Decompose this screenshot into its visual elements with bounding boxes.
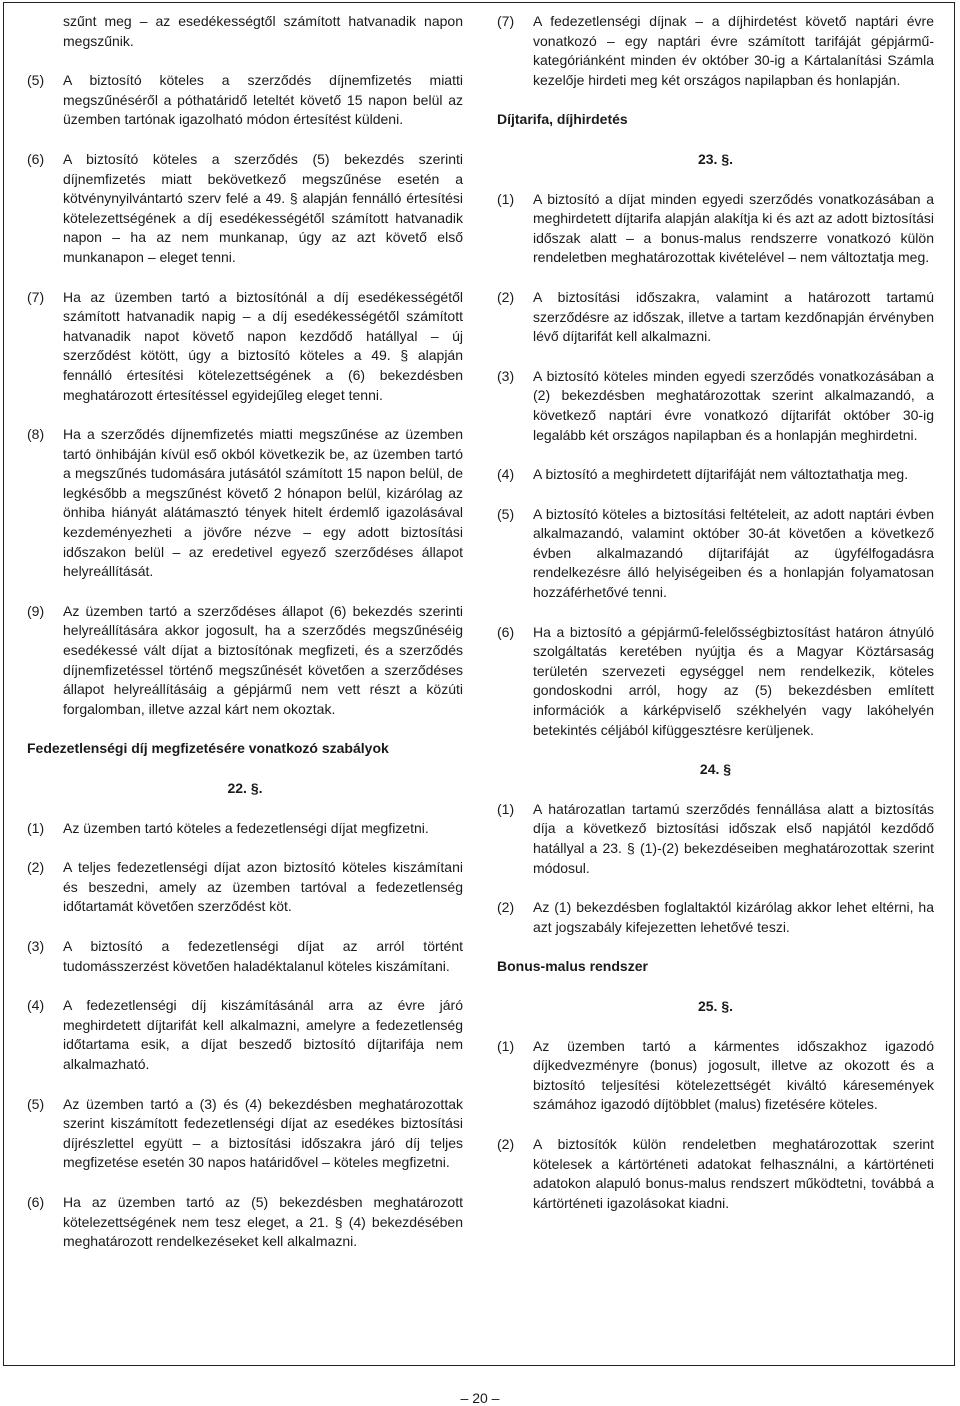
section-heading: Díjtarifa, díjhirdetés: [497, 111, 628, 128]
paragraph: [497, 465, 934, 485]
section-number: 25. §.: [697, 997, 734, 1014]
paragraph-text: Az üzemben tartó a szerződéses állapot (6) bekezdés szerinti helyreállítására akkor jogosult, ha a szerződés megszűnéséig esedékessé vált díjat a biztosítónak megfizeti, és a szerződés díjnemfizetéssel történő megszűnését követően a szerződéses állapot helyreállításáig a gépjármű nem vett részt a közúti forgalomban, illetve azzal kárt nem okoztak.: [63, 602, 463, 717]
paragraph: [497, 1135, 934, 1213]
paragraph-text: A fedezetlenségi díj kiszámításánál arra az évre járó meghirdetett díjtarifát kell alkalmazni, amelyre a fedezetlenség időtartama esik, a díjat beszedő biztosító díjtarifája nem alkalmazható.: [63, 997, 463, 1072]
paragraph-text: A biztosítási időszakra, valamint a határozott tartamú szerződésre az időszak, illetve a tartam kezdőnapján érvényben lévő díjtarifát kell alkalmazni.: [533, 288, 934, 345]
paragraph-text: A biztosító köteles a szerződés díjnemfizetés miatti megszűnéséről a póthatáridő leteltét követő 15 napon belül az üzemben tartónak igazolható módon értesítést küldeni.: [63, 72, 463, 128]
paragraph: [497, 1037, 934, 1115]
paragraph-number: (4): [497, 466, 515, 483]
paragraph-text: Az üzemben tartó a kármentes időszakhoz igazodó díjkedvezményre (bonus) jogosult, illetve az okozott és a biztosító teljesítési kötelezettségét kiváltó káresemények számához igazodó díjtöbblet (malus) fizetésére köteles.: [533, 1037, 934, 1113]
paragraph: [497, 288, 934, 347]
paragraph-text: A biztosító a meghirdetett díjtarifáját nem változtathatja meg.: [533, 466, 909, 483]
paragraph-text: Az (1) bekezdésben foglaltaktól kizárólag akkor lehet eltérni, ha azt jogszabály kifejezetten lehetővé teszi.: [533, 899, 934, 935]
paragraph: [27, 602, 463, 720]
paragraph-text: A határozatlan tartamú szerződés fennállása alatt a biztosítás díja a következő biztosítási időszak első napjától kezdődő hatállyal a 23. § (1)-(2) bekezdéseiben meghatározottak szerint módosul.: [533, 800, 934, 876]
paragraph-number: (5): [27, 72, 45, 89]
paragraph-number: (5): [497, 505, 515, 522]
paragraph-text: A biztosító a fedezetlenségi díjat az arról történt tudomásszerzést követően haladéktalanul köteles kiszámítani.: [63, 937, 463, 974]
paragraph-number: (7): [27, 288, 45, 305]
paragraph-number: (1): [497, 1037, 515, 1054]
paragraph-number: (2): [497, 288, 515, 305]
paragraph: [497, 898, 934, 937]
right-column: [497, 12, 934, 1233]
paragraph: [497, 190, 934, 268]
paragraph-text: Ha az üzemben tartó a biztosítónál a díj esedékességétől számított hatvanadik napig – a díj esedékességétől számított hatvanadik napot követő napon kezdődő hatállyal – új szerződést kötött, úgy a biztosító köteles a 49. § alapján fennálló értesítési kötelezettségének a (6) bekezdésben meghatározott értesítéssel egyidejűleg eleget tenni.: [63, 288, 463, 403]
paragraph-text: A fedezetlenségi díjnak – a díjhirdetést követő naptári évre vonatkozó – egy naptári évre számított tarifáját gépjármű-kategóriánként minden év október 30-ig a Kártalanítási Számla kezelője hirdeti meg két országos napilapban és honlapján.: [533, 13, 934, 88]
paragraph-number: (8): [27, 426, 45, 443]
paragraph-text: Ha az üzemben tartó az (5) bekezdésben meghatározott kötelezettségének nem tesz eleget, a 21. § (4) bekezdésében meghatározott rendelkezéseket kell alkalmazni.: [63, 1193, 463, 1250]
paragraph-text: A biztosítók külön rendeletben meghatározottak szerint kötelesek a kártörténeti adatokat felhasználni, a kártörténeti adatokon alapuló bonus-malus rendszert működtetni, továbbá a kártörténeti igazolásokat kiadni.: [533, 1135, 934, 1211]
paragraph-number: (2): [497, 899, 515, 916]
paragraph-text: A biztosító köteles minden egyedi szerződés vonatkozásában a (2) bekezdésben meghatározottak szerint alkalmazandó, a következő naptári évre vonatkozó díjtarifát október 30-ig legalább két országos napilapban és a honlapján meghirdetni.: [533, 367, 934, 443]
paragraph: [497, 505, 934, 603]
paragraph-text: A teljes fedezetlenségi díjat azon biztosító köteles kiszámítani és beszedni, amely az üzemben tartóval a fedezetlenség időtartamát követően szerződést köt.: [63, 859, 463, 915]
paragraph: [497, 12, 934, 90]
section-number: 23. §.: [697, 150, 734, 167]
paragraph-number: (4): [27, 997, 45, 1014]
paragraph: [27, 425, 463, 582]
paragraph: [497, 800, 934, 878]
section-heading: Fedezetlenségi díj megfizetésére vonatkozó szabályok: [27, 740, 389, 757]
paragraph-number: (1): [27, 819, 45, 836]
continued-paragraph: szűnt meg – az esedékességtől számított hatvanadik napon megszűnik.: [63, 13, 463, 49]
paragraph: [27, 71, 463, 130]
paragraph-number: (7): [497, 13, 515, 29]
page-number: – 20 –: [460, 1390, 500, 1406]
section-number: 24. §: [699, 761, 732, 778]
section-heading: Bonus-malus rendszer: [497, 958, 648, 975]
section-number: 22. §.: [227, 780, 263, 796]
paragraph-text: A biztosító a díjat minden egyedi szerződés vonatkozásában a meghirdetett díjtarifa alapján alakítja ki és azt az adott biztosítási időszak alatt – a bonus-malus rendszerre vonatkozó külön rendeletben meghatározottak kivételével – nem változtatja meg.: [533, 190, 934, 266]
paragraph: [27, 996, 463, 1074]
paragraph: [27, 1193, 463, 1252]
paragraph: [27, 937, 463, 976]
paragraph-number: (6): [27, 1193, 45, 1210]
paragraph-number: (3): [27, 937, 45, 954]
paragraph-number: (5): [27, 1095, 45, 1112]
paragraph-number: (3): [497, 367, 515, 384]
paragraph-number: (6): [497, 623, 515, 640]
paragraph-text: Az üzemben tartó köteles a fedezetlenségi díjat megfizetni.: [63, 819, 429, 836]
paragraph: [27, 819, 463, 839]
paragraph: [27, 1095, 463, 1173]
paragraph: [497, 367, 934, 445]
paragraph: [27, 150, 463, 268]
paragraph-number: (6): [27, 150, 45, 167]
paragraph-number: (2): [497, 1135, 515, 1152]
left-column: [27, 12, 463, 1272]
paragraph: [27, 288, 463, 406]
paragraph-number: (2): [27, 859, 45, 876]
paragraph-number: (1): [497, 190, 515, 207]
paragraph-number: (9): [27, 602, 45, 619]
paragraph-text: Az üzemben tartó a (3) és (4) bekezdésben meghatározottak szerint kiszámított fedezetlenségi díjat az esedékes biztosítási díjrészlettel együtt – a biztosítási időszakra járó díj teljes megfizetése esetén 30 napos határidővel – köteles megfizetni.: [63, 1095, 463, 1171]
paragraph-text: Ha a szerződés díjnemfizetés miatti megszűnése az üzemben tartó önhibáján kívül eső okból következik be, az üzemben tartó a megszűnés tudomására jutásától számított 15 napon belül, de legkésőbb a megszűnést követő 2 hónapon belül, kizárólag az önhiba hiányát alátámasztó tények hitelt érdemlő igazolásával kezdeményezheti a jövőre nézve – egy adott biztosítási időszakon belül – az eredetivel egyező szerződéses állapot helyreállítását.: [63, 426, 463, 580]
paragraph-text: A biztosító köteles a szerződés (5) bekezdés szerinti díjnemfizetés miatt bekövetkező megszűnése esetén a kötvénynyilvántartó szerv felé a 49. § alapján fennálló értesítési kötelezettségének a díj esedékességétől számított hatvanadik napon – ha az nem munkanap, úgy az azt követő első munkanapon – eleget tenni.: [63, 150, 463, 265]
paragraph: [497, 623, 934, 741]
paragraph: [27, 858, 463, 917]
paragraph-text: A biztosító köteles a biztosítási feltételeit, az adott naptári évben alkalmazandó, valamint október 30-át követően a következő évben alkalmazandó díjtarifáját az ügyfélfogadásra rendelkezésre álló helyiségeiben és a honlapján folyamatosan hozzáférhetővé tenni.: [533, 505, 934, 601]
paragraph-text: Ha a biztosító a gépjármű-felelősségbiztosítást határon átnyúló szolgáltatás keretében nyújtja és a Magyar Köztársaság területén szervezeti egységgel nem rendelkezik, köteles gondoskodni arról, hogy az (5) bekezdésben említett információk a kárképviselő székhelyén vagy lakóhelyén betekintés céljából kifüggesztésre kerüljenek.: [533, 623, 934, 738]
paragraph-number: (1): [497, 800, 515, 817]
